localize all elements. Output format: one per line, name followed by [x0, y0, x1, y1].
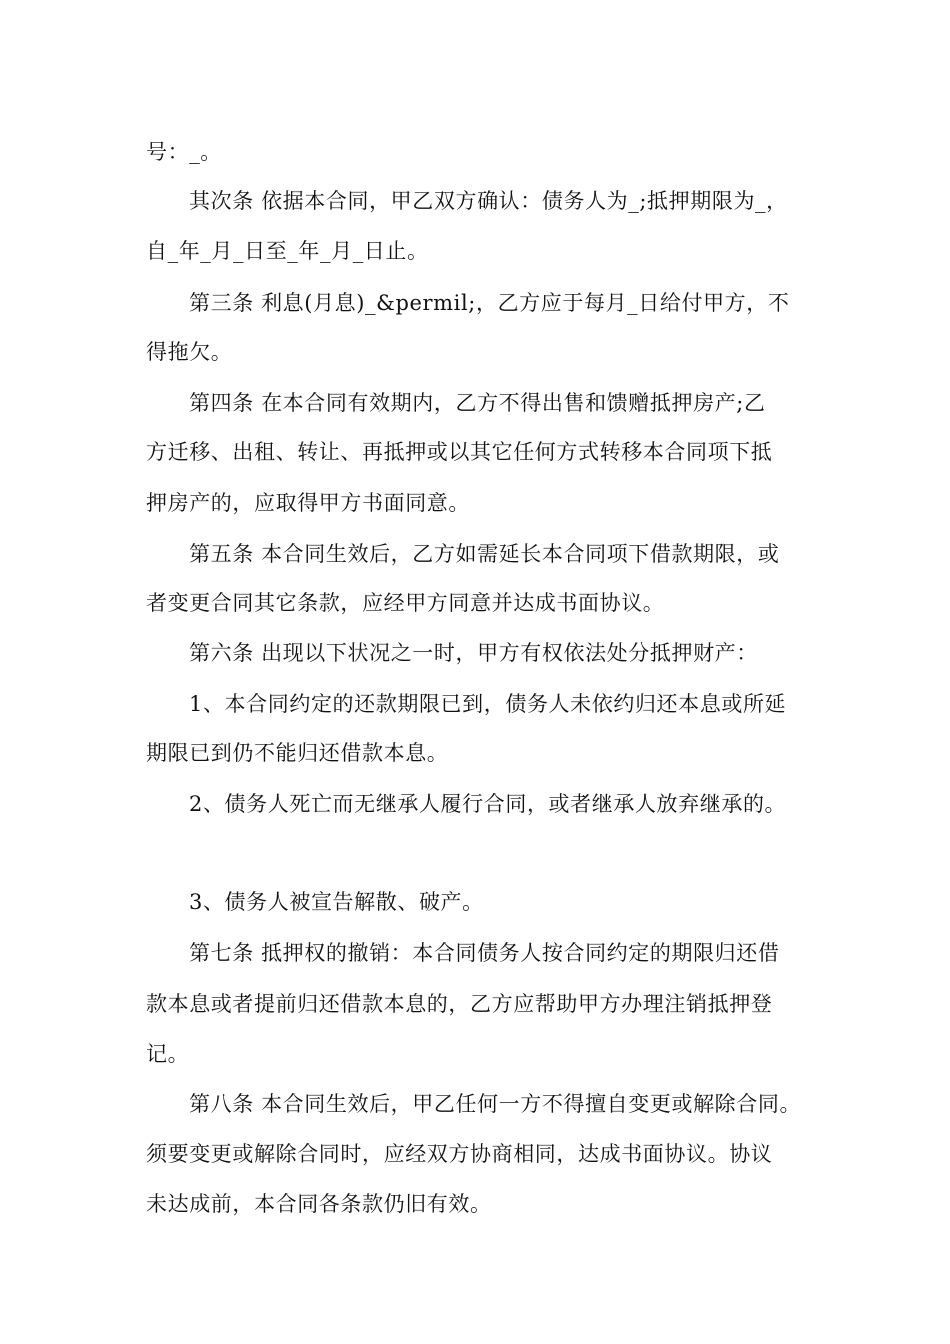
- clause-4-line-3: 押房产的，应取得甲方书面同意。: [146, 491, 470, 515]
- clause-2-line-1: 其次条 依据本合同，甲乙双方确认：债务人为_;抵押期限为_，: [189, 189, 788, 213]
- text-line-1: 号：_。: [146, 140, 222, 164]
- clause-3-line-2: 得拖欠。: [146, 340, 233, 364]
- clause-7-line-3: 记。: [146, 1042, 190, 1066]
- clause-6-item-1-line-2: 期限已到仍不能归还借款本息。: [146, 741, 449, 765]
- clause-4-line-1: 第四条 在本合同有效期内，乙方不得出售和馈赠抵押房产;乙: [189, 391, 766, 415]
- clause-7-line-1: 第七条 抵押权的撤销：本合同债务人按合同约定的期限归还借: [189, 941, 780, 965]
- clause-8-line-1: 第八条 本合同生效后，甲乙任何一方不得擅自变更或解除合同。: [189, 1092, 802, 1116]
- clause-2-line-2: 自_年_月_日至_年_月_日止。: [146, 239, 429, 263]
- clause-6-item-1-line-1: 1、本合同约定的还款期限已到，债务人未依约归还本息或所延: [189, 692, 787, 716]
- clause-4-line-2: 方迁移、出租、转让、再抵押或以其它任何方式转移本合同项下抵: [146, 440, 773, 464]
- clause-3-line-1: 第三条 利息(月息)_&permil;，乙方应于每月_日给付甲方，不: [189, 291, 790, 315]
- clause-8-line-3: 未达成前，本合同各条款仍旧有效。: [146, 1192, 492, 1216]
- clause-7-line-2: 款本息或者提前归还借款本息的，乙方应帮助甲方办理注销抵押登: [146, 992, 773, 1016]
- clause-5-line-2: 者变更合同其它条款，应经甲方同意并达成书面协议。: [146, 591, 665, 615]
- clause-5-line-1: 第五条 本合同生效后，乙方如需延长本合同项下借款期限，或: [189, 542, 780, 566]
- clause-8-line-2: 须要变更或解除合同时，应经双方协商相同，达成书面协议。协议: [146, 1142, 773, 1166]
- clause-6-line-1: 第六条 出现以下状况之一时，甲方有权依法处分抵押财产：: [189, 641, 758, 665]
- clause-6-item-2: 2、债务人死亡而无继承人履行合同，或者继承人放弃继承的。: [189, 792, 787, 816]
- clause-6-item-3: 3、债务人被宣告解散、破产。: [189, 890, 484, 914]
